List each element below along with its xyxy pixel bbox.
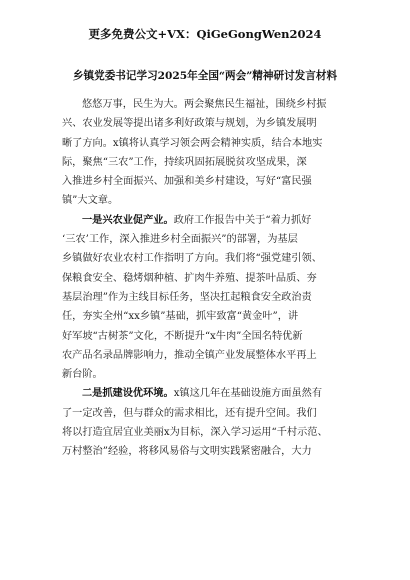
- paragraph-line: [62, 365, 362, 384]
- line-text: x镇这几年在基础设施方面虽然有: [173, 388, 323, 400]
- line-text: 悠悠万事，民生为大。两会聚焦民生福祉，围绕乡村振: [82, 99, 327, 110]
- line-text: 农产品名录品牌影响力，推动全镇产业发展整体水平再上: [62, 349, 317, 361]
- line-text: 政府工作报告中关于“着力抓好: [173, 214, 312, 226]
- paragraph-line: [62, 134, 362, 153]
- line-text: 保粮食安全、稳烤烟种植、扩肉牛养殖、提茶叶品质、夯: [62, 272, 317, 284]
- paragraph-line: [62, 269, 362, 288]
- paragraph-line: [62, 153, 362, 172]
- line-text: 好军坡“古树茶”文化，不断提升“x牛肉”全国名特优新: [62, 330, 303, 342]
- document-title: 乡镇党委书记学习2025年全国“两会”精神研讨发言材料: [72, 70, 338, 82]
- paragraph-line: [62, 172, 362, 191]
- paragraph-line: [62, 191, 362, 210]
- paragraph-line: [62, 230, 362, 249]
- paragraph-line: [62, 95, 362, 114]
- line-text: 镇”大文章。: [62, 195, 119, 207]
- line-text: 万村整治”经验，将移风易俗与文明实践紧密融合，大力: [62, 446, 312, 458]
- paragraph-line: [62, 114, 362, 133]
- line-text: 入推进乡村全面振兴、加强和美乡村建设，写好“富民强: [62, 176, 312, 188]
- paragraph-line: [62, 249, 362, 268]
- paragraph-line: [62, 346, 362, 365]
- paragraph-line: [62, 307, 362, 326]
- document-body: [62, 95, 362, 462]
- section-heading: 二是抓建设优环境。: [82, 387, 174, 400]
- paragraph-line: [62, 288, 362, 307]
- paragraph-line: [62, 211, 362, 230]
- section-heading: 一是兴农业促产业。: [82, 213, 174, 226]
- paragraph-line: [62, 384, 362, 403]
- line-text: 任，夯实全州“xx乡镇”基础，抓牢致富“黄金叶”，讲: [62, 311, 299, 323]
- line-text: 际，聚焦“三农”工作，持续巩固拓展脱贫攻坚成果，深: [62, 156, 307, 168]
- line-text: 了一定改善，但与群众的需求相比，还有提升空间。我们: [62, 407, 317, 419]
- line-text: ‘三农’工作，深入推进乡村全面振兴”的部署，为基层: [62, 234, 298, 246]
- paragraph-line: [62, 423, 362, 442]
- line-text: 乡镇做好农业农村工作指明了方向。我们将“强党建引领、: [62, 253, 322, 265]
- line-text: 晰了方向。x镇将认真学习领会两会精神实质，结合本地实: [62, 137, 323, 149]
- line-text: 将以打造宜居宜业美丽x为目标，深入学习运用“千村示范、: [62, 427, 328, 439]
- line-text: 基层治理”作为主线目标任务，坚决扛起粮食安全政治责: [62, 291, 312, 303]
- paragraph-line: [62, 327, 362, 346]
- line-text: 新台阶。: [62, 369, 103, 381]
- paragraph-line: [62, 442, 362, 461]
- page-header: 更多免费公文+VX：QiGeGongWen2024: [88, 27, 322, 41]
- line-text: 兴、农业发展等提出诸多利好政策与规划，为乡镇发展明: [62, 118, 317, 130]
- paragraph-line: [62, 404, 362, 423]
